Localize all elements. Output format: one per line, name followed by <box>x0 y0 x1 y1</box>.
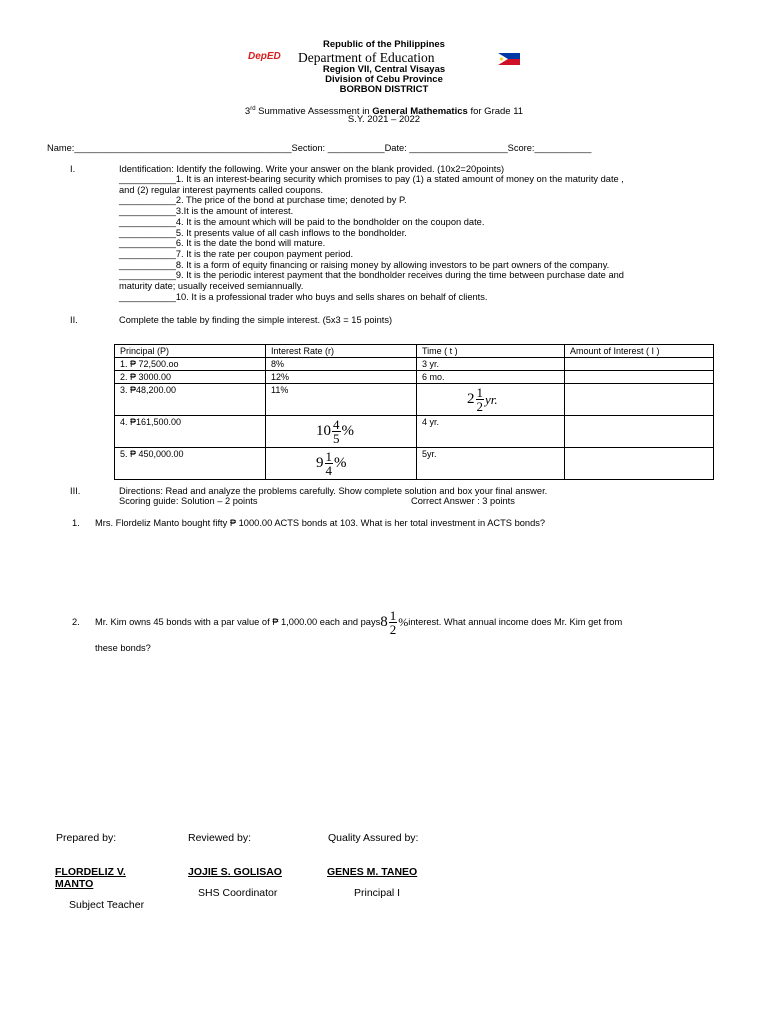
prepared-role: Subject Teacher <box>69 899 145 911</box>
prepared-name-line2: MANTO <box>55 878 94 890</box>
cell-time: 5yr. <box>417 448 565 480</box>
list-item: ___________2. The price of the bond at purchase time; denoted by P. <box>119 195 407 206</box>
part2-instruction: Complete the table by finding the simple interest. (5x3 = 15 points) <box>119 315 393 325</box>
cell-principal: 4. ₱161,500.00 <box>115 416 266 448</box>
part3-roman: III. <box>70 486 81 496</box>
header-principal: Principal (P) <box>115 345 266 358</box>
list-item: ___________10. It is a professional trader who buys and sells shares on behalf of clients. <box>119 291 488 302</box>
cell-time <box>417 384 565 416</box>
title-subject: General Mathematics <box>372 106 468 118</box>
problem2-text: Mr. Kim owns 45 bonds with a par value of ₱ 1,000.00 each and pays 8 $\frac{1}{2}$ % interest. What annual income does Mr. Kim get from <box>95 607 623 637</box>
cell-amount[interactable] <box>565 384 714 416</box>
prepared-by-label: Prepared by: <box>56 832 117 844</box>
prepared-name-line1: FLORDELIZ V. <box>55 866 126 878</box>
cell-amount[interactable] <box>565 448 714 480</box>
table-row <box>115 416 714 448</box>
list-item: ___________7. It is the rate per coupon payment period. <box>119 248 354 259</box>
cell-amount[interactable] <box>565 371 714 384</box>
quality-assured-label: Quality Assured by: <box>328 832 419 844</box>
quality-role: Principal I <box>354 887 401 899</box>
cell-principal: 3. ₱48,200.00 <box>115 384 266 416</box>
list-item: ___________6. It is the date the bond will mature. <box>119 238 326 249</box>
scoring-guide: Scoring guide: Solution – 2 points <box>119 496 258 506</box>
cell-rate: 12% <box>266 371 417 384</box>
part2-roman: II. <box>70 315 78 325</box>
cell-rate: 8% <box>266 358 417 371</box>
cell-rate <box>266 416 417 448</box>
interest-table <box>114 344 714 480</box>
part1-items <box>119 174 729 302</box>
time-mixed-number: 2 $\frac{1}{2}$ yr. <box>467 385 498 414</box>
student-info-fields[interactable]: Name:__________________________________________Section: ___________Date: ___________________Score:___________ <box>47 143 592 153</box>
table-row <box>115 384 714 416</box>
header-time: Time ( t ) <box>417 345 565 358</box>
title-number: 3 <box>244 106 251 118</box>
region-line: Region VII, Central Visayas <box>322 64 446 75</box>
problem2-number: 2. <box>72 617 80 627</box>
cell-amount[interactable] <box>565 416 714 448</box>
reviewed-role: SHS Coordinator <box>198 887 278 899</box>
list-item: ___________5. It presents value of all cash inflows to the bondholder. <box>119 227 407 238</box>
rate-mixed-number: 10 $\frac{4}{5}$ % <box>316 417 354 446</box>
part1-instruction: Identification: Identify the following. Write your answer on the blank provided. (10x2=20points) <box>119 164 505 174</box>
problem2-continuation: these bonds? <box>95 643 151 653</box>
cell-amount[interactable] <box>565 358 714 371</box>
district-line: BORBON DISTRICT <box>339 84 429 95</box>
quality-name: GENES M. TANEO <box>327 866 418 878</box>
republic-line: Republic of the Philippines <box>323 39 445 50</box>
cell-rate <box>266 448 417 480</box>
correct-answer-points: Correct Answer : 3 points <box>411 496 515 506</box>
deped-header-row <box>248 51 520 65</box>
table-row <box>115 358 714 371</box>
list-item: ___________8. It is a form of equity financing or raising money by allowing investors to be part owners of the company. <box>119 259 610 270</box>
table-row <box>115 448 714 480</box>
list-item: and (2) regular interest payments called coupons. <box>119 184 324 195</box>
list-item: ___________4. It is the amount which will be paid to the bondholder on the coupon date. <box>119 216 485 227</box>
part1-roman: I. <box>70 164 76 174</box>
table-header-row <box>115 345 714 358</box>
division-line: Division of Cebu Province <box>325 74 443 85</box>
reviewed-by-label: Reviewed by: <box>188 832 252 844</box>
list-item: ___________9. It is the periodic interest payment that the bondholder receives during the time between purchase date and <box>119 270 624 281</box>
cell-principal: 1. ₱ 72,500.oo <box>115 358 266 371</box>
title-pre: Summative Assessment in <box>255 106 373 118</box>
cell-principal: 5. ₱ 450,000.00 <box>115 448 266 480</box>
reviewed-name: JOJIE S. GOLISAO <box>188 866 282 878</box>
list-item: maturity date; usually received semiannually. <box>119 281 304 292</box>
list-item: ___________3.It is the amount of interest. <box>119 206 294 217</box>
cell-time: 3 yr. <box>417 358 565 371</box>
school-year: S.Y. 2021 – 2022 <box>347 114 421 125</box>
problem1-number: 1. <box>72 518 80 528</box>
deped-logo: DepED <box>248 51 281 62</box>
cell-time: 4 yr. <box>417 416 565 448</box>
header-rate: Interest Rate (r) <box>266 345 417 358</box>
list-item: ___________1. It is an interest-bearing security which promises to pay (1) a stated amount of money on the maturity date , <box>119 174 624 184</box>
department-name: Department of Education <box>298 50 435 65</box>
part3-directions: Directions: Read and analyze the problems carefully. Show complete solution and box your final answer. <box>119 486 548 496</box>
cell-principal: 2. ₱ 3000.00 <box>115 371 266 384</box>
cell-rate: 11% <box>266 384 417 416</box>
table-row <box>115 371 714 384</box>
title-post: for Grade 11 <box>467 106 524 118</box>
title-superscript: rd <box>250 106 256 112</box>
problem1-text: Mrs. Flordeliz Manto bought fifty ₱ 1000.00 ACTS bonds at 103. What is her total investment in ACTS bonds? <box>95 518 546 528</box>
problem2-rate: 8 $\frac{1}{2}$ % <box>380 607 409 637</box>
rate-mixed-number: 9 $\frac{1}{4}$ % <box>316 449 347 478</box>
cell-time: 6 mo. <box>417 371 565 384</box>
header-amount: Amount of Interest ( I ) <box>565 345 714 358</box>
